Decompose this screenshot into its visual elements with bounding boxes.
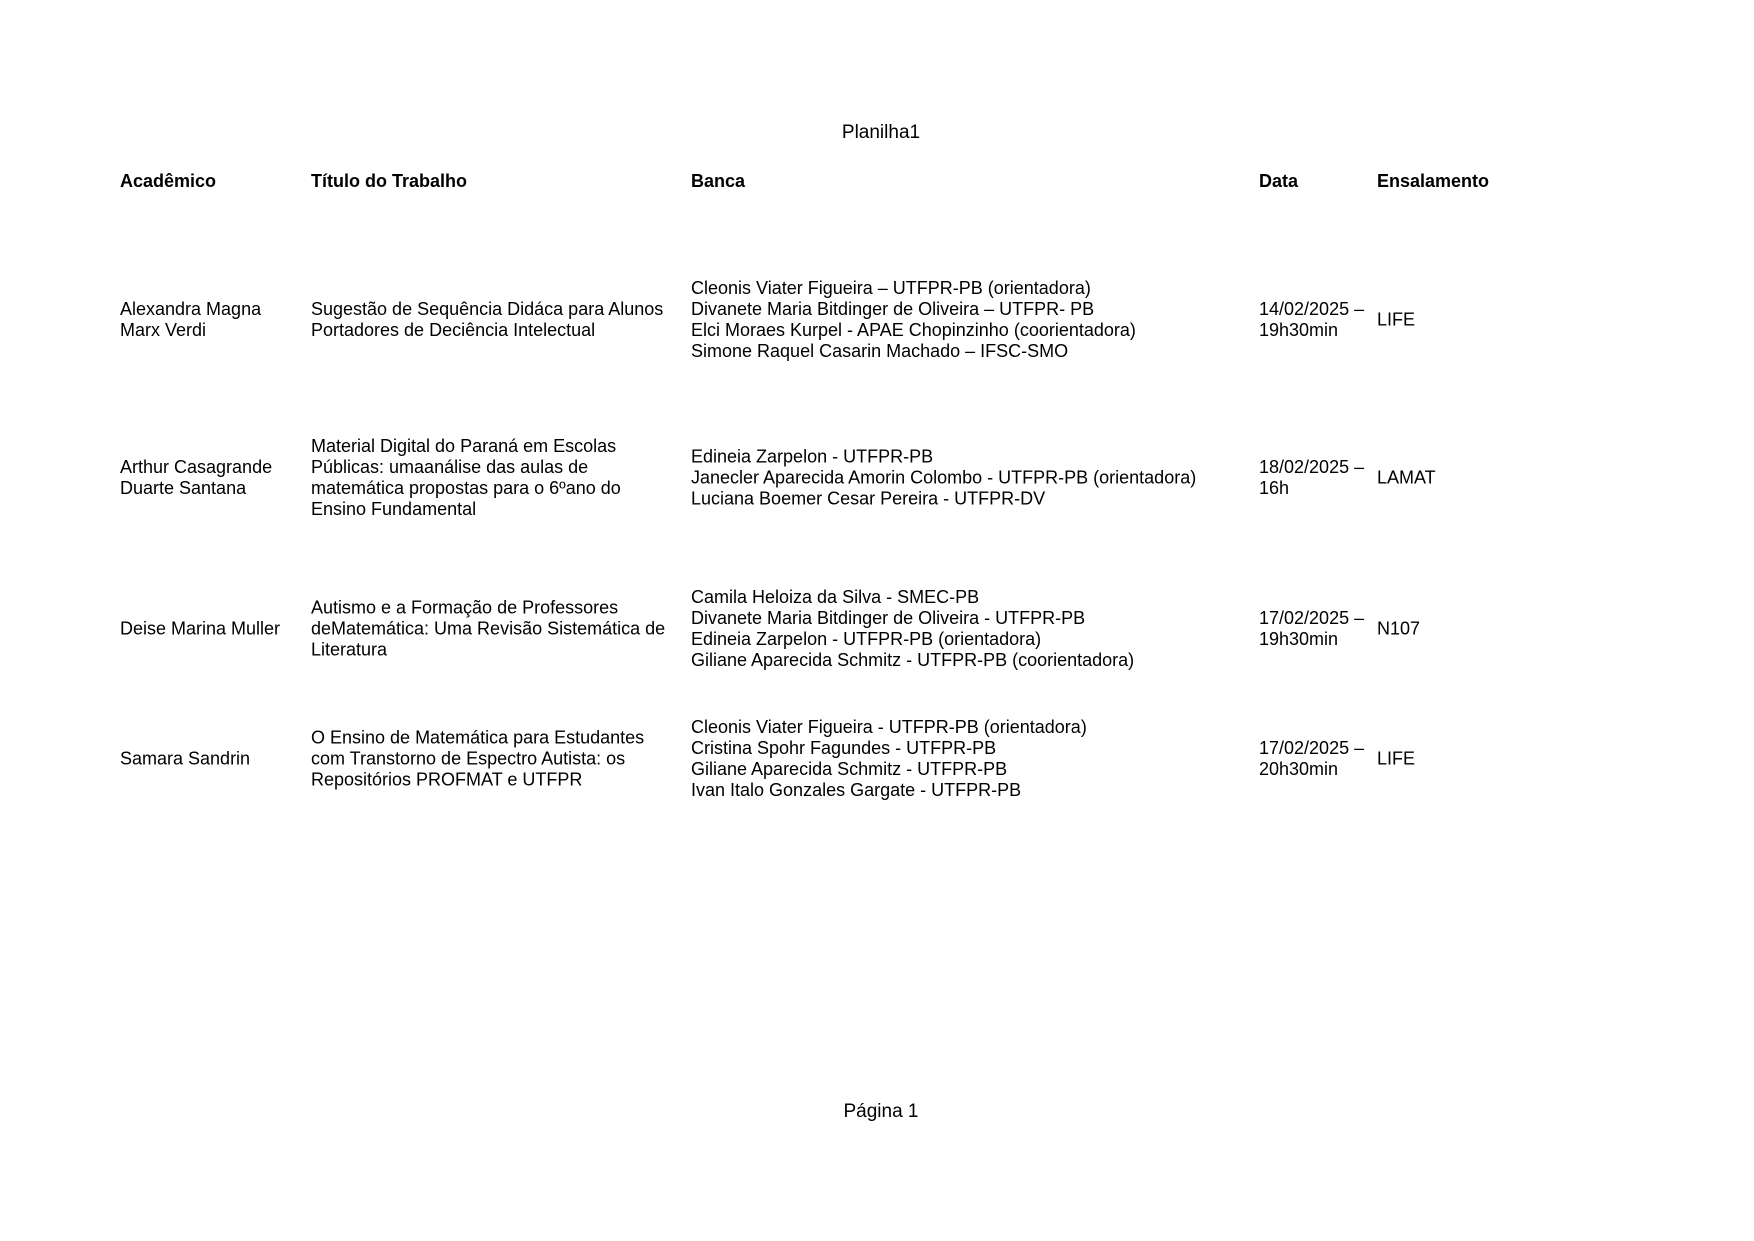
header-titulo: Título do Trabalho — [311, 171, 467, 191]
cell-titulo: Sugestão de Sequência Didáca para Alunos Portadores de Deciência Intelectual — [311, 299, 664, 340]
cell-banca: Edineia Zarpelon - UTFPR-PB Janecler Aparecida Amorin Colombo - UTFPR-PB (orientadora) Luciana Boemer Cesar Pereira - UTFPR-DV — [691, 446, 1197, 509]
cell-ensalamento: LIFE — [1377, 309, 1416, 330]
cell-academico: Arthur Casagrande Duarte Santana — [120, 457, 273, 498]
cell-ensalamento: LIFE — [1377, 748, 1416, 769]
cell-data: 14/02/2025 – 19h30min — [1259, 299, 1365, 340]
sheet-title: Planilha1 — [841, 122, 921, 143]
cell-academico: Deise Marina Muller — [120, 618, 281, 639]
header-academico: Acadêmico — [120, 171, 217, 191]
cell-titulo: Material Digital do Paraná em Escolas Públicas: umaanálise das aulas de matemática propostas para o 6ºano do Ensino Fundamental — [311, 436, 621, 519]
page-number: Página 1 — [843, 1101, 919, 1122]
header-ensalamento: Ensalamento — [1377, 171, 1490, 191]
cell-ensalamento: N107 — [1377, 618, 1421, 639]
cell-banca: Cleonis Viater Figueira - UTFPR-PB (orientadora) Cristina Spohr Fagundes - UTFPR-PB Giliane Aparecida Schmitz - UTFPR-PB Ivan Italo Gonzales Gargate - UTFPR-PB — [691, 717, 1087, 800]
cell-data: 18/02/2025 – 16h — [1259, 457, 1365, 498]
header-data: Data — [1259, 171, 1299, 191]
cell-ensalamento: LAMAT — [1377, 467, 1436, 488]
cell-banca: Cleonis Viater Figueira – UTFPR-PB (orientadora) Divanete Maria Bitdinger de Oliveira – UTFPR- PB Elci Moraes Kurpel - APAE Chopinzinho (coorientadora) Simone Raquel Casarin Machado – IFSC-SMO — [691, 278, 1136, 361]
cell-banca: Camila Heloiza da Silva - SMEC-PB Divanete Maria Bitdinger de Oliveira - UTFPR-PB Edineia Zarpelon - UTFPR-PB (orientadora) Giliane Aparecida Schmitz - UTFPR-PB (coorientadora) — [691, 587, 1135, 670]
cell-titulo: Autismo e a Formação de Professores deMatemática: Uma Revisão Sistemática de Literatura — [311, 597, 666, 660]
cell-titulo: O Ensino de Matemática para Estudantes com Transtorno de Espectro Autista: os Repositórios PROFMAT e UTFPR — [311, 727, 645, 790]
header-banca: Banca — [691, 171, 746, 191]
cell-academico: Samara Sandrin — [120, 748, 251, 769]
cell-academico: Alexandra Magna Marx Verdi — [120, 299, 262, 340]
cell-data: 17/02/2025 – 19h30min — [1259, 608, 1365, 649]
cell-data: 17/02/2025 – 20h30min — [1259, 738, 1365, 779]
